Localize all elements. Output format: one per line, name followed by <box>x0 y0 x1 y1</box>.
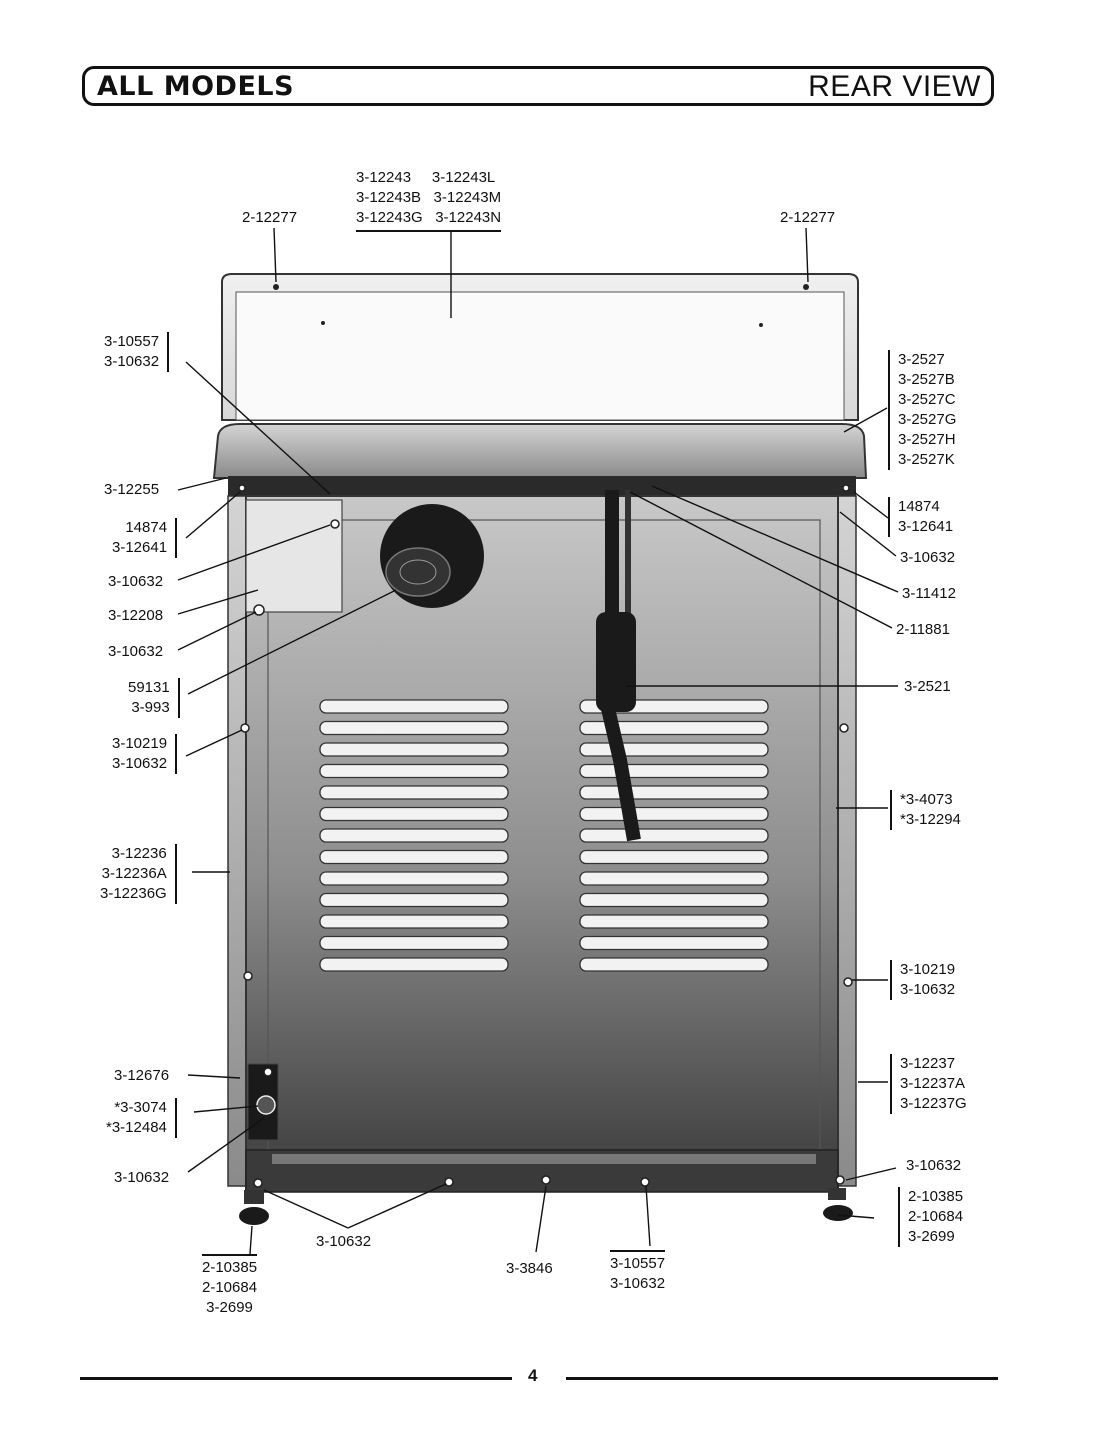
louver-slat <box>320 872 508 885</box>
label-3-10219-left: 3-10219 3-10632 <box>112 734 177 774</box>
label-3-10632-r-a: 3-10632 <box>900 549 956 566</box>
louver-slat <box>580 851 768 864</box>
louver-slat <box>320 958 508 971</box>
footer-rule-right <box>566 1377 998 1380</box>
top-cover <box>214 424 866 478</box>
label-59131: 59131 3-993 <box>128 678 180 718</box>
louver-slat <box>320 700 508 713</box>
label-3-10632-b: 3-10632 <box>108 643 164 660</box>
louver-slat <box>580 937 768 950</box>
header-title-left: ALL MODELS <box>97 71 295 102</box>
label-3-12237: 3-12237 3-12237A 3-12237G <box>890 1054 967 1114</box>
label-top-center: 3-12243 3-12243L 3-12243B 3-12243M 3-12243G 3-12243N <box>356 168 501 232</box>
label-3-10632-c: 3-10632 <box>114 1169 170 1186</box>
console-screw-left <box>273 284 279 290</box>
louver-slat <box>320 722 508 735</box>
label-14874-left: 14874 3-12641 <box>112 518 177 558</box>
louver-slat <box>580 786 768 799</box>
label-3-10632-bottom: 3-10632 <box>316 1233 372 1250</box>
louver-slat <box>320 808 508 821</box>
label-3-12208: 3-12208 <box>108 607 164 624</box>
label-3-10557-bottom: 3-10557 3-10632 <box>610 1250 665 1294</box>
louver-slat <box>580 808 768 821</box>
louver-slat <box>320 937 508 950</box>
label-3-10219-right: 3-10219 3-10632 <box>890 960 955 1000</box>
label-3-3074: *3-3074 *3-12484 <box>106 1098 177 1138</box>
louver-slat <box>320 786 508 799</box>
louver-slat <box>320 915 508 928</box>
louver-slat <box>320 894 508 907</box>
louver-slat <box>580 872 768 885</box>
strain-relief <box>596 612 636 712</box>
label-3-10632-r-b: 3-10632 <box>906 1157 962 1174</box>
label-2-10385-right: 2-10385 2-10684 3-2699 <box>898 1187 963 1247</box>
louver-slat <box>580 958 768 971</box>
louver-slat <box>320 765 508 778</box>
footer-rule-left <box>80 1377 512 1380</box>
louver-slat <box>580 829 768 842</box>
louver-slat <box>580 915 768 928</box>
louver-slat <box>320 829 508 842</box>
label-plate <box>246 500 342 612</box>
label-2-10385-left: 2-10385 2-10684 3-2699 <box>202 1254 257 1318</box>
label-3-11412: 3-11412 <box>902 585 956 602</box>
label-14874-right: 14874 3-12641 <box>888 497 953 537</box>
header-title-right: REAR VIEW <box>808 70 981 103</box>
label-3-3846: 3-3846 <box>506 1260 553 1277</box>
label-top-right: 2-12277 <box>780 209 836 226</box>
louver-slat <box>580 894 768 907</box>
louver-slat <box>580 743 768 756</box>
louver-slat <box>320 743 508 756</box>
label-3-10632-a: 3-10632 <box>108 573 164 590</box>
label-3-12236: 3-12236 3-12236A 3-12236G <box>100 844 177 904</box>
label-3-12255: 3-12255 <box>104 481 160 498</box>
label-top-left: 2-12277 <box>242 209 298 226</box>
label-3-4073: *3-4073 *3-12294 <box>890 790 961 830</box>
louver-slat <box>320 851 508 864</box>
console-screw-right <box>803 284 809 290</box>
label-3-10557: 3-10557 3-10632 <box>104 332 169 372</box>
louver-slat <box>580 765 768 778</box>
leveling-foot-right <box>823 1205 853 1221</box>
console-face <box>236 292 844 420</box>
label-3-2521: 3-2521 <box>904 678 951 695</box>
leveling-foot-left <box>239 1207 269 1225</box>
label-3-2527: 3-2527 3-2527B 3-2527C 3-2527G 3-2527H 3-2527K <box>888 350 956 470</box>
page-number: 4 <box>528 1366 538 1385</box>
label-2-11881: 2-11881 <box>896 621 950 638</box>
label-3-12676: 3-12676 <box>114 1067 170 1084</box>
